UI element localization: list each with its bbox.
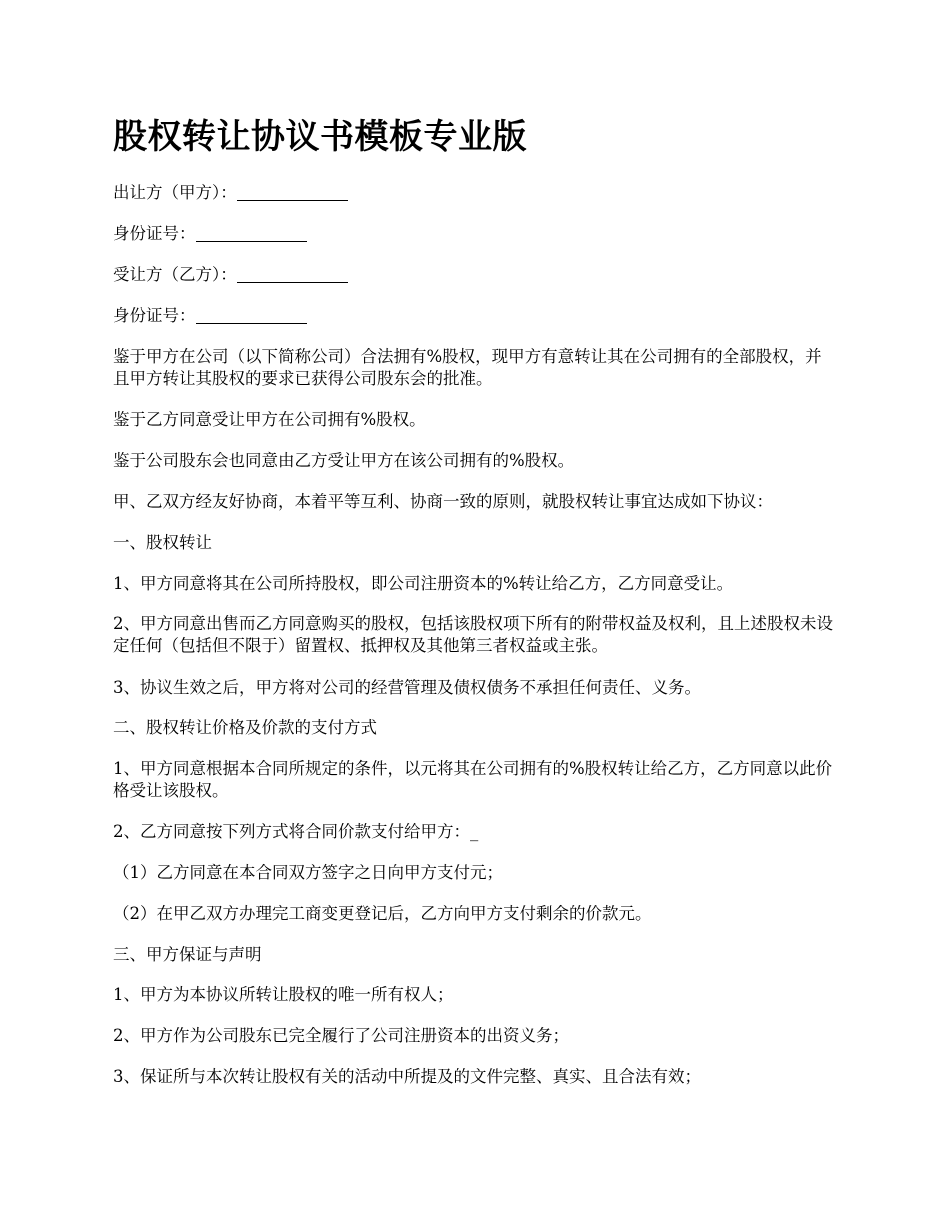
section-3-item-3: 3、保证所与本次转让股权有关的活动中所提及的文件完整、真实、且合法有效； (113, 1067, 701, 1086)
transferor-id-label: 身份证号： (113, 224, 196, 243)
agreement-intro: 甲、乙双方经友好协商，本着平等互利、协商一致的原则，就股权转让事宜达成如下协议： (113, 492, 773, 511)
section-1-heading: 一、股权转让 (113, 533, 212, 552)
section-1-item-1: 1、甲方同意将其在公司所持股权，即公司注册资本的%转让给乙方，乙方同意受让。 (113, 574, 734, 593)
section-3-item-1: 1、甲方为本协议所转让股权的唯一所有权人； (113, 985, 454, 1004)
transferee-line (113, 264, 348, 286)
transferee-id-label: 身份证号： (113, 306, 196, 325)
transferee-id-line (113, 305, 307, 327)
transferor-blank (237, 184, 348, 201)
section-2-item-1: 1、甲方同意根据本合同所规定的条件，以元将其在公司拥有的%股权转让给乙方，乙方同意以此价格受让该股权。 (113, 759, 833, 800)
recital-paragraph-2: 鉴于乙方同意受让甲方在公司拥有%股权。 (113, 410, 426, 429)
section-2-heading: 二、股权转让价格及价款的支付方式 (113, 718, 377, 737)
recital-paragraph-3: 鉴于公司股东会也同意由乙方受让甲方在该公司拥有的%股权。 (113, 451, 575, 470)
transferee-id-blank (196, 307, 307, 324)
transferee-label: 受让方（乙方）： (113, 265, 237, 284)
recital-paragraph-1: 鉴于甲方在公司（以下简称公司）合法拥有%股权，现甲方有意转让其在公司拥有的全部股权，并且甲方转让其股权的要求已获得公司股东会的批准。 (113, 347, 822, 388)
transferor-id-line (113, 223, 307, 245)
section-2-sub-item-1: （1）乙方同意在本合同双方签字之日向甲方支付元； (113, 863, 503, 882)
section-2-item-2: 2、乙方同意按下列方式将合同价款支付给甲方：_ (113, 822, 479, 841)
section-1-item-2: 2、甲方同意出售而乙方同意购买的股权，包括该股权项下所有的附带权益及权利，且上述股权未设定任何（包括但不限于）留置权、抵押权及其他第三者权益或主张。 (113, 614, 833, 655)
section-2-sub-item-2: （2）在甲乙双方办理完工商变更登记后，乙方向甲方支付剩余的价款元。 (113, 904, 652, 923)
section-1-item-3: 3、协议生效之后，甲方将对公司的经营管理及债权债务不承担任何责任、义务。 (113, 678, 701, 697)
transferor-line (113, 182, 348, 204)
transferee-blank (237, 266, 348, 283)
transferor-id-blank (196, 225, 307, 242)
document-title: 股权转让协议书模板专业版 (113, 117, 527, 157)
section-3-heading: 三、甲方保证与声明 (113, 945, 262, 964)
section-3-item-2: 2、甲方作为公司股东已完全履行了公司注册资本的出资义务； (113, 1026, 569, 1045)
transferor-label: 出让方（甲方）： (113, 183, 237, 202)
